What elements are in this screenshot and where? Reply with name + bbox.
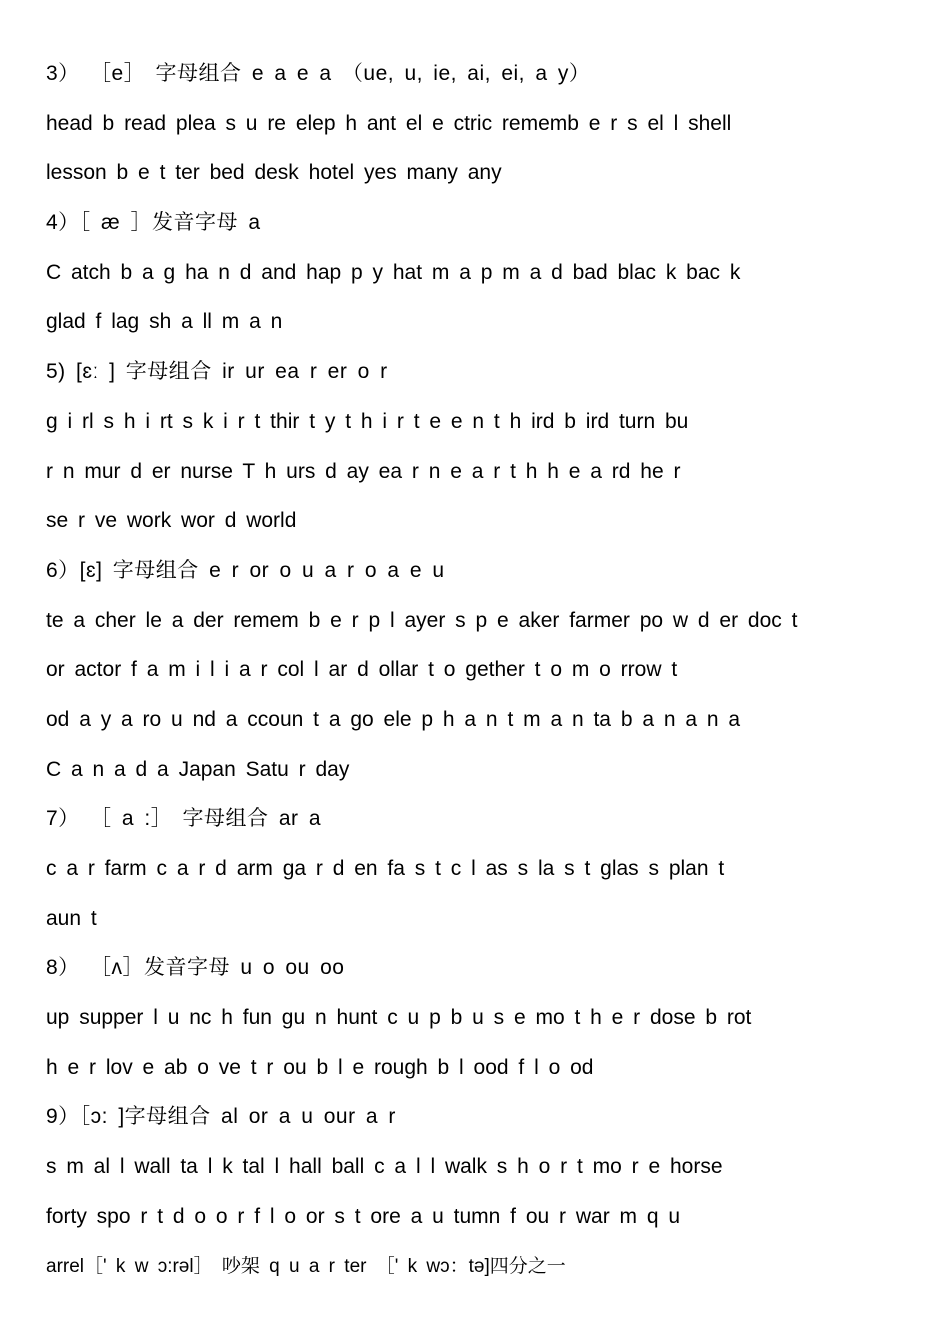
word-line: forty spo r t d o o r f l o or s t ore a u tumn f ou r war m q u: [46, 1204, 681, 1228]
section-heading-open-o: 9）［ɔ: ]字母组合 al or a u our a r: [46, 1105, 396, 1129]
word-line: s m al l wall ta l k tal l hall ball c a l l walk s h o r t mo r e horse: [46, 1155, 723, 1179]
section-heading-schwa: 6）[ɛ] 字母组合 e r or o u a r o a e u: [46, 558, 445, 582]
word-line: se r ve work wor d world: [46, 509, 297, 533]
word-line: head b read plea s u re elep h ant el e ctric rememb e r s el l shell: [46, 111, 732, 135]
word-line: glad f lag sh a ll m a n: [46, 310, 283, 334]
word-line: up supper l u nc h fun gu n hunt c u p b u s e mo t h e r dose b rot: [46, 1006, 752, 1030]
word-line: aun t: [46, 906, 97, 930]
section-heading-a-long: 7） ［ a :］ 字母组合 ar a: [46, 807, 322, 831]
section-heading-wedge: 8） ［ʌ］发音字母 u o ou oo: [46, 956, 345, 980]
word-line: lesson b e t ter bed desk hotel yes many any: [46, 161, 502, 185]
section-heading-er-long: 5) [ɛː ] 字母组合 ir ur ea r er o r: [46, 360, 388, 384]
word-line: C atch b a g ha n d and hap p y hat m a p m a d bad blac k bac k: [46, 260, 741, 284]
document-page: [46, 52, 916, 1294]
word-line: or actor f a m i l i a r col l ar d ollar t o gether t o m o rrow t: [46, 658, 678, 682]
section-heading-ae: 4）［ æ ］发音字母 a: [46, 211, 261, 235]
word-line: h e r lov e ab o ve t r ou b l e rough b l ood f l o od: [46, 1055, 594, 1079]
word-line: od a y a ro u nd a ccoun t a go ele p h a n t m a n ta b a n a n a: [46, 707, 741, 731]
word-line: te a cher le a der remem b e r p l ayer s p e aker farmer po w d er doc t: [46, 608, 798, 632]
word-line: C a n a d a Japan Satu r day: [46, 757, 350, 781]
word-line: c a r farm c a r d arm ga r d en fa s t c l as s la s t glas s plan t: [46, 857, 725, 880]
section-heading-e: 3） ［e］ 字母组合 e a e a （ue, u, ie, ai, ei, a y）: [46, 62, 591, 85]
word-line-with-phonetics: arrel［' k w ɔ:rəl］ 吵架 q u a r ter ［' k wɔ：tə]四分之一: [46, 1255, 566, 1277]
word-line: r n mur d er nurse T h urs d ay ea r n e a r t h h e a rd he r: [46, 459, 681, 483]
word-line: g i rl s h i rt s k i r t thir t y t h i r t e e n t h ird b ird turn bu: [46, 409, 689, 433]
